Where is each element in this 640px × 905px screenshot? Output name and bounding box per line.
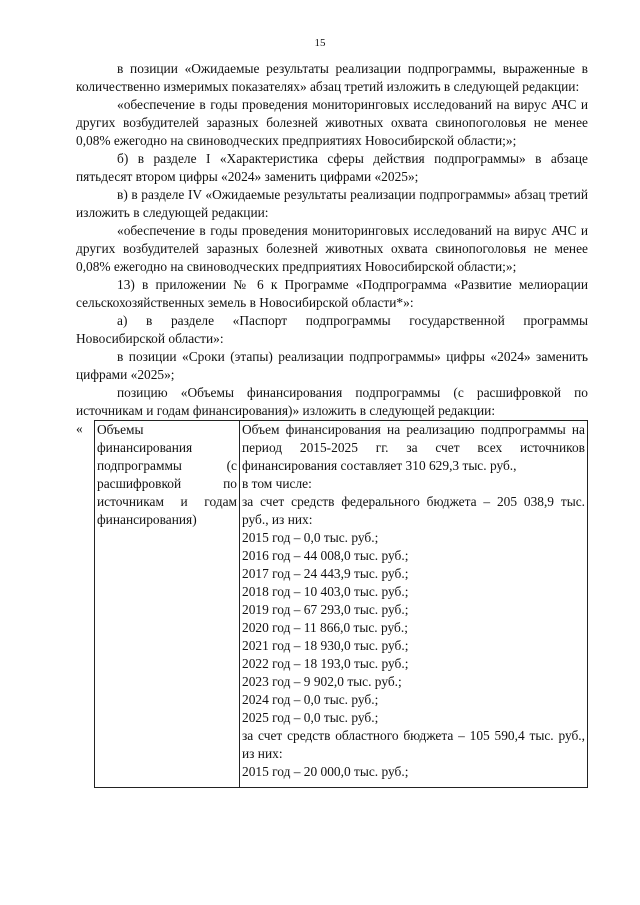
financing-line: 2017 год – 24 443,9 тыс. руб.; [242, 566, 409, 581]
financing-line: 2020 год – 11 866,0 тыс. руб.; [242, 620, 408, 635]
document-body [76, 60, 588, 788]
financing-line: 2024 год – 0,0 тыс. руб.; [242, 692, 379, 707]
paragraph: в) в разделе IV «Ожидаемые результаты реализации подпрограммы» абзац третий изложить в следующей редакции: [76, 187, 588, 220]
financing-line: 2016 год – 44 008,0 тыс. руб.; [242, 548, 409, 563]
paragraph: позицию «Объемы финансирования подпрограммы (с расшифровкой по источникам и годам финансирования)» изложить в следующей редакции: [76, 385, 588, 418]
financing-line: Объем финансирования на реализацию подпрограммы на период 2015-2025 гг. за счет всех источников финансирования составляет 310 629,3 тыс. руб., [242, 422, 585, 473]
financing-line: 2015 год – 0,0 тыс. руб.; [242, 530, 379, 545]
table-row [95, 421, 588, 788]
financing-label: Объемы финансирования подпрограммы (с расшифровкой по источникам и годам финансирования) [97, 422, 237, 527]
financing-table-block [76, 420, 588, 788]
financing-line: за счет средств областного бюджета – 105 590,4 тыс. руб., из них: [242, 728, 585, 761]
financing-line: 2018 год – 10 403,0 тыс. руб.; [242, 584, 409, 599]
financing-line: 2019 год – 67 293,0 тыс. руб.; [242, 602, 409, 617]
financing-table [94, 420, 588, 788]
open-quote: « [76, 421, 83, 436]
financing-line: 2015 год – 20 000,0 тыс. руб.; [242, 764, 409, 779]
paragraph: в позиции «Сроки (этапы) реализации подпрограммы» цифры «2024» заменить цифрами «2025»; [76, 349, 588, 382]
paragraph: б) в разделе I «Характеристика сферы действия подпрограммы» в абзаце пятьдесят втором цифры «2024» заменить цифрами «2025»; [76, 151, 588, 184]
financing-line: за счет средств федерального бюджета – 205 038,9 тыс. руб., из них: [242, 494, 585, 527]
financing-line: 2022 год – 18 193,0 тыс. руб.; [242, 656, 409, 671]
paragraph: 13) в приложении № 6 к Программе «Подпрограмма «Развитие мелиорации сельскохозяйственных земель в Новосибирской области*»: [76, 277, 588, 310]
financing-line: 2023 год – 9 902,0 тыс. руб.; [242, 674, 402, 689]
paragraph: в позиции «Ожидаемые результаты реализации подпрограммы, выраженные в количественно измеримых показателях» абзац третий изложить в следующей редакции: [76, 61, 588, 94]
financing-line: 2021 год – 18 930,0 тыс. руб.; [242, 638, 409, 653]
table-cell-values [240, 421, 588, 788]
paragraph: «обеспечение в годы проведения мониторинговых исследований на вирус АЧС и других возбудителей заразных болезней животных охвата свинопоголовья не менее 0,08% ежегодно на свиноводческих предприятиях Новосибирской области;»; [76, 97, 588, 148]
table-cell-label [95, 421, 240, 788]
financing-line: 2025 год – 0,0 тыс. руб.; [242, 710, 379, 725]
paragraph: а) в разделе «Паспорт подпрограммы государственной программы Новосибирской области»: [76, 313, 588, 346]
page-number: 15 [314, 37, 326, 49]
financing-line: в том числе: [242, 476, 312, 491]
paragraph: «обеспечение в годы проведения мониторинговых исследований на вирус АЧС и других возбудителей заразных болезней животных охвата свинопоголовья не менее 0,08% ежегодно на свиноводческих предприятиях Новосибирской области;»; [76, 223, 588, 274]
